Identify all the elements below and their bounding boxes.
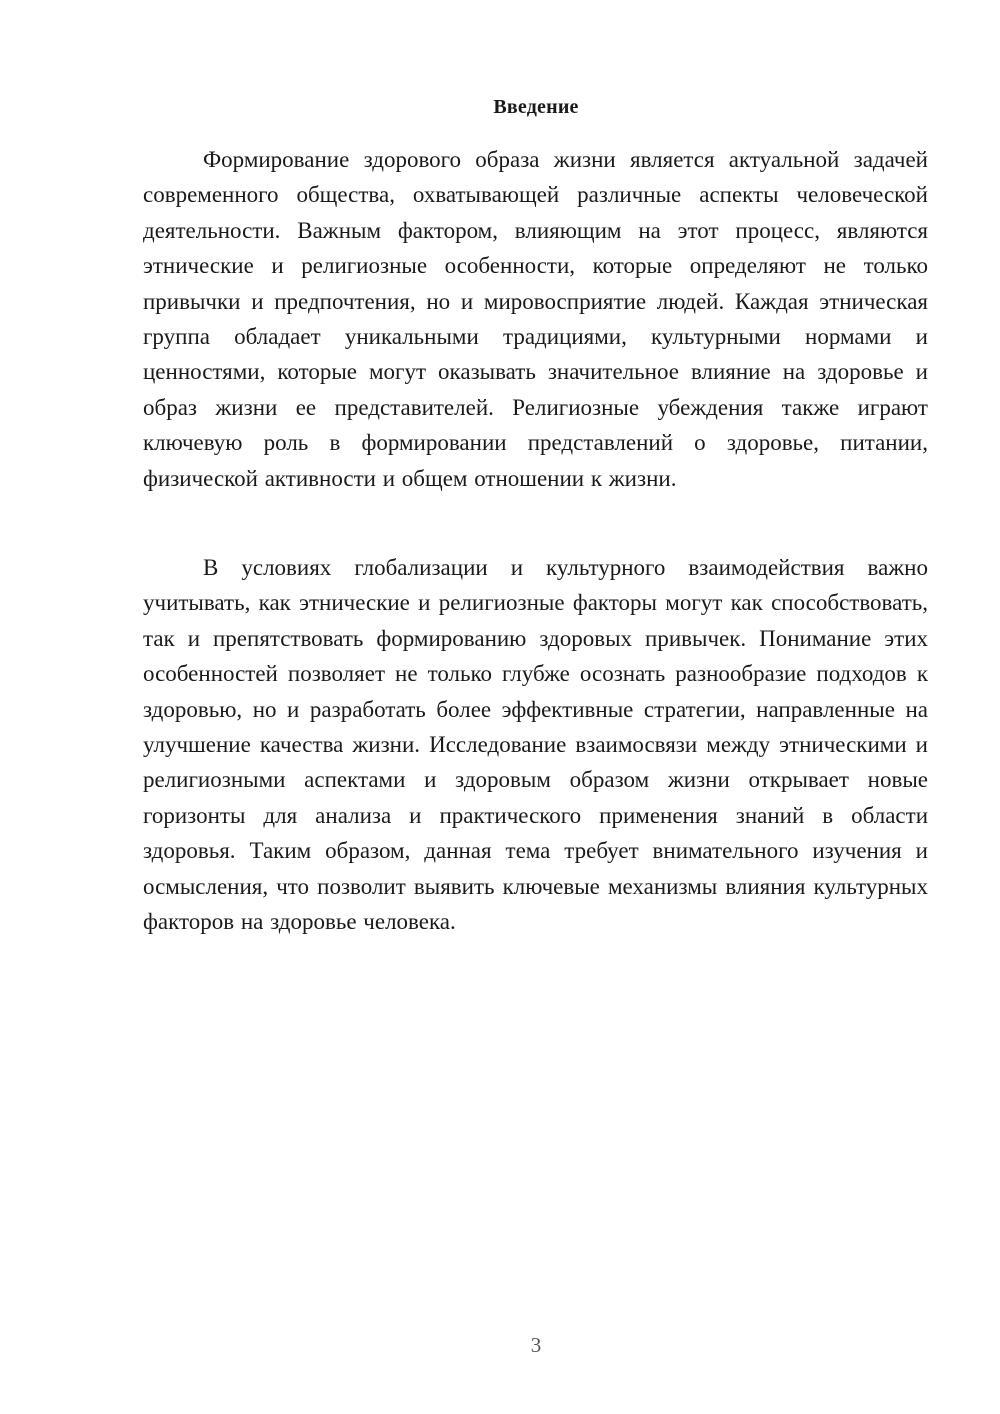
paragraph-globalization: В условиях глобализации и культурного взаимодействия важно учитывать, как этнические и религиозные факторы могут как способствовать, так и препятствовать формированию здоровых привычек. Понимание этих особенностей позволяет не только глубже осознать разнообразие подходов к здоровью, но и разработать более эффективные стратегии, направленные на улучшение качества жизни. Исследование взаимосвязи между этническими и религиозными аспектами и здоровым образом жизни открывает новые горизонты для анализа и практического применения знаний в области здоровья. Таким образом, данная тема требует внимательного изучения и осмысления, что позволит выявить ключевые механизмы влияния культурных факторов на здоровье человека. <box>143 555 928 935</box>
paragraph-intro: Формирование здорового образа жизни является актуальной задачей современного общества, охватывающей различные аспекты человеческой деятельности. Важным фактором, влияющим на этот процесс, являются этнические и религиозные особенности, которые определяют не только привычки и предпочтения, но и мировосприятие людей. Каждая этническая группа обладает уникальными традициями, культурными нормами и ценностями, которые могут оказывать значительное влияние на здоровье и образ жизни ее представителей. Религиозные убеждения также играют ключевую роль в формировании представлений о здоровье, питании, физической активности и общем отношении к жизни. <box>143 147 928 491</box>
page-number: 3 <box>530 1333 542 1357</box>
section-heading: Введение <box>493 96 579 118</box>
